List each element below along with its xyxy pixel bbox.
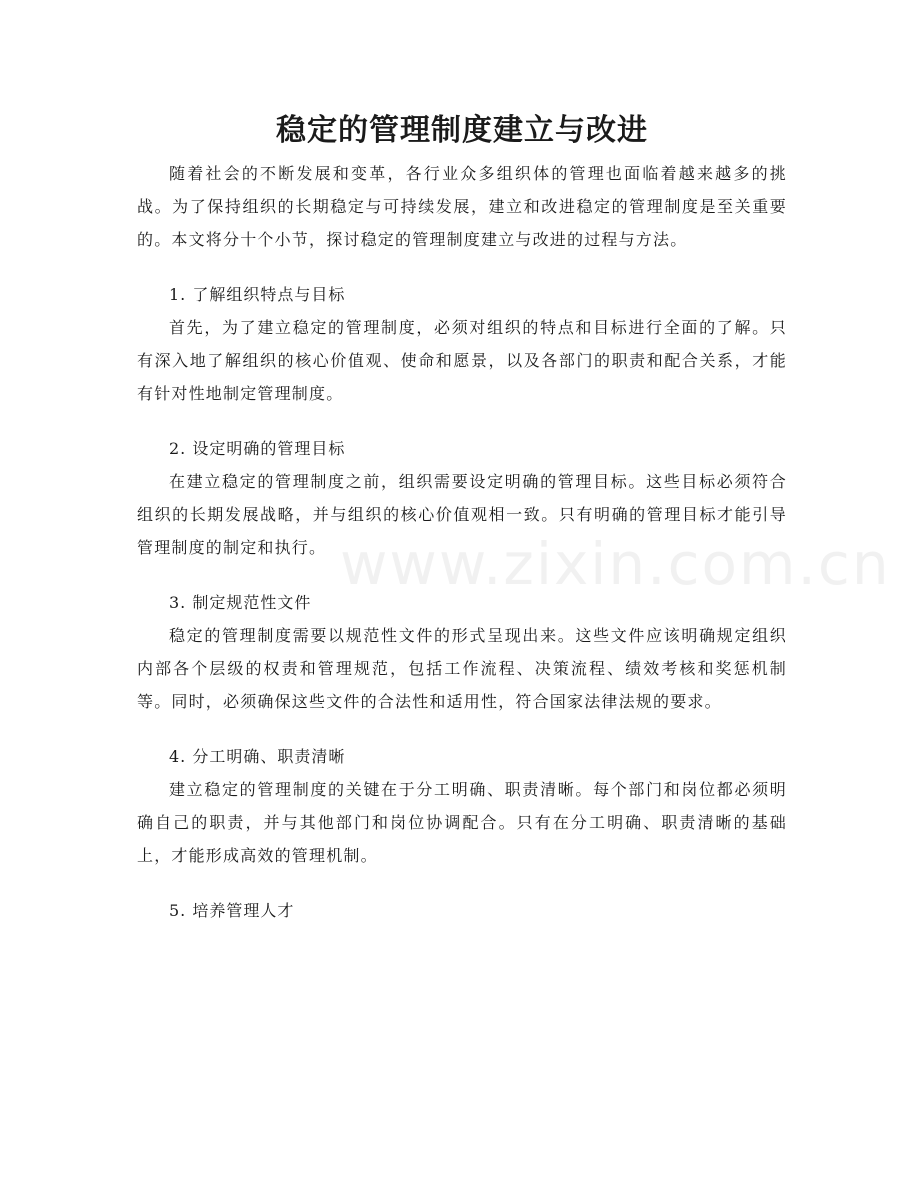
document-content: [137, 105, 787, 927]
section-heading-5: 5. 培养管理人才: [169, 901, 295, 920]
section-heading-4: 4. 分工明确、职责清晰: [169, 747, 346, 766]
section-heading-1: 1. 了解组织特点与目标: [169, 285, 346, 304]
section-heading-3: 3. 制定规范性文件: [169, 593, 312, 612]
section-paragraph-1: 首先，为了建立稳定的管理制度，必须对组织的特点和目标进行全面的了解。只有深入地了解组织的核心价值观、使命和愿景，以及各部门的职责和配合关系，才能有针对性地制定管理制度。: [137, 318, 787, 403]
section-paragraph-2: 在建立稳定的管理制度之前，组织需要设定明确的管理目标。这些目标必须符合组织的长期发展战略，并与组织的核心价值观相一致。只有明确的管理目标才能引导管理制度的制定和执行。: [137, 472, 787, 557]
document-title: 稳定的管理制度建立与改进: [276, 113, 648, 148]
section-paragraph-3: 稳定的管理制度需要以规范性文件的形式呈现出来。这些文件应该明确规定组织内部各个层级的权责和管理规范，包括工作流程、决策流程、绩效考核和奖惩机制等。同时，必须确保这些文件的合法性和适用性，符合国家法律法规的要求。: [137, 626, 787, 711]
section-paragraph-4: 建立稳定的管理制度的关键在于分工明确、职责清晰。每个部门和岗位都必须明确自己的职责，并与其他部门和岗位协调配合。只有在分工明确、职责清晰的基础上，才能形成高效的管理机制。: [137, 780, 787, 865]
section-heading-2: 2. 设定明确的管理目标: [169, 439, 346, 458]
intro-paragraph: 随着社会的不断发展和变革，各行业众多组织体的管理也面临着越来越多的挑战。为了保持组织的长期稳定与可持续发展，建立和改进稳定的管理制度是至关重要的。本文将分十个小节，探讨稳定的管理制度建立与改进的过程与方法。: [137, 164, 787, 249]
watermark: www.zixin.com.cn: [340, 530, 891, 598]
